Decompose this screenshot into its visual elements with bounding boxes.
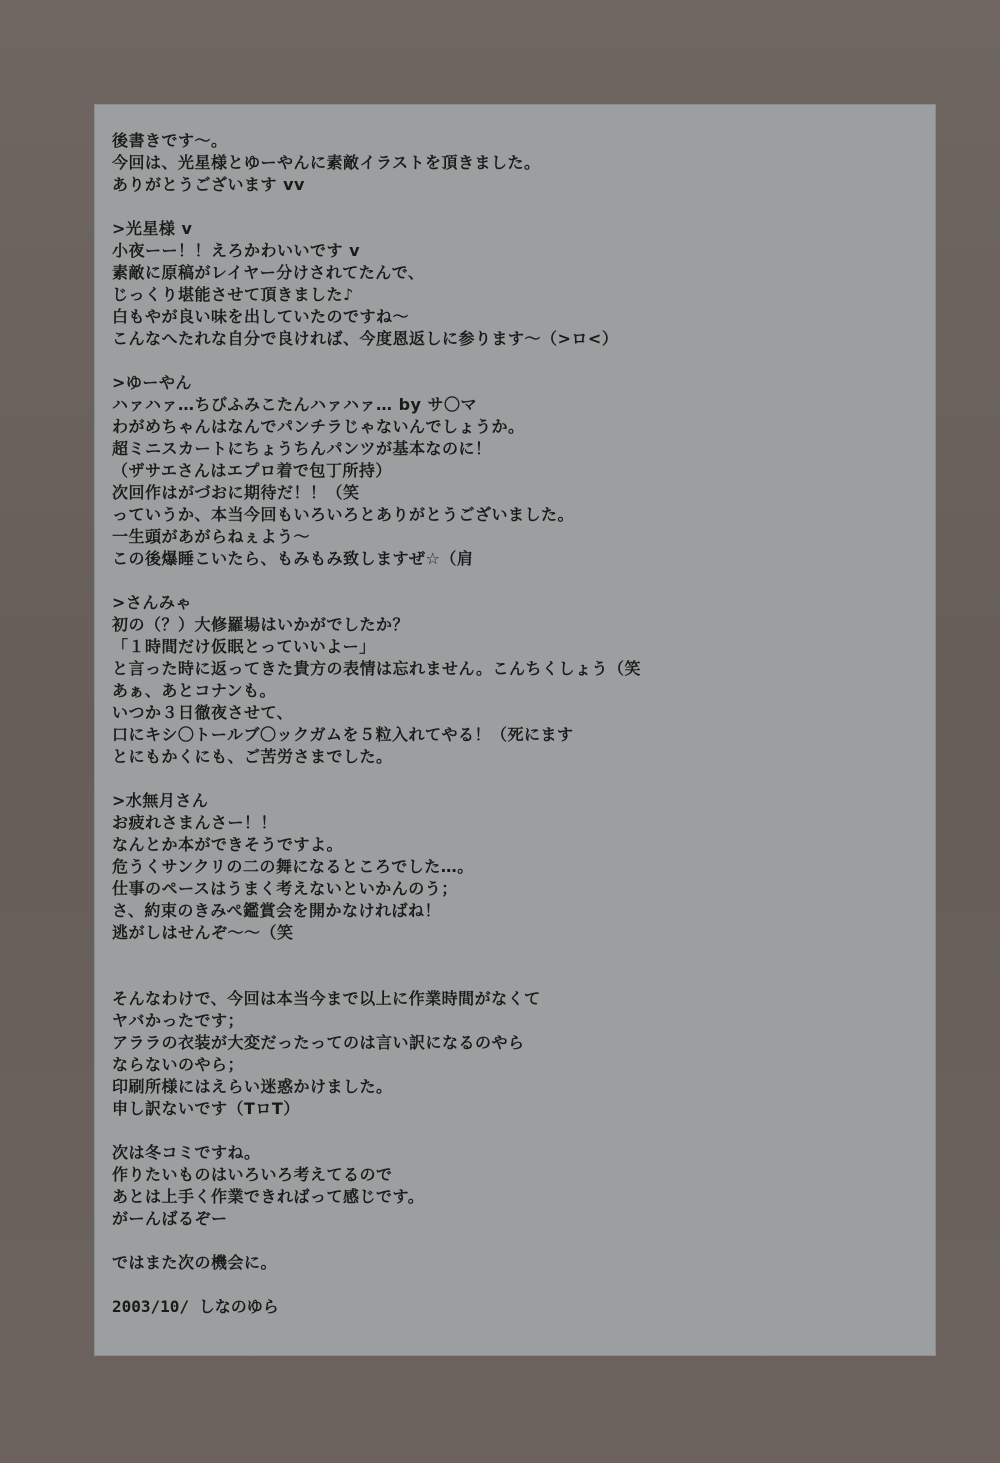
next-event-paragraph — [112, 1142, 912, 1230]
text-line: 次は冬コミですね。 — [112, 1143, 261, 1162]
afterword-panel — [94, 104, 936, 1356]
sanmiya-message — [112, 592, 912, 768]
text-line: 危うくサンクリの二の舞になるところでした…。 — [112, 857, 474, 876]
text-line: 「１時間だけ仮眠とっていいよー」 — [112, 637, 376, 656]
text-line: 口にキシ〇トールブ〇ックガムを５粒入れてやる！（死にます — [112, 725, 574, 744]
text-line: あぁ、あとコナンも。 — [112, 681, 277, 700]
text-line: 小夜ーー！！えろかわいいです v — [112, 241, 361, 260]
text-line: （ザサエさんはエプロ着で包丁所持） — [112, 461, 392, 480]
text-line: 逃がしはせんぞ～～（笑 — [112, 923, 294, 942]
paragraph-gap — [112, 1274, 912, 1296]
paragraph-gap — [112, 768, 912, 790]
paragraph-gap — [112, 944, 912, 988]
section-heading: >光星様 v — [112, 219, 193, 238]
text-line: さ、約束のきみぺ鑑賞会を開かなければね！ — [112, 901, 442, 920]
text-line: がーんばるぞー — [112, 1209, 228, 1228]
text-line: 申し訳ないです（TロT） — [112, 1099, 300, 1118]
text-line: 今回は、光星様とゆーやんに素敵イラストを頂きました。 — [112, 153, 541, 172]
text-line: ハァハァ…ちびふみこたんハァハァ… by サ〇マ — [112, 395, 478, 414]
section-heading: >さんみゃ — [112, 593, 192, 612]
text-line: 仕事のペースはうまく考えないといかんのう； — [112, 879, 458, 898]
text-line: 次回作はがづおに期待だ！！（笑 — [112, 483, 360, 502]
text-line: 初の（？）大修羅場はいかがでしたか？ — [112, 615, 410, 634]
text-line: この後爆睡こいたら、もみもみ致しますぜ☆（肩 — [112, 549, 474, 568]
text-line: そんなわけで、今回は本当今まで以上に作業時間がなくて — [112, 989, 541, 1008]
text-line: ヤバかったです； — [112, 1011, 245, 1030]
kousei-message — [112, 218, 912, 350]
text-line: いつか３日徹夜させて、 — [112, 703, 294, 722]
text-line: 印刷所様にはえらい迷惑かけました。 — [112, 1077, 393, 1096]
text-line: とにもかくにも、ご苦労さまでした。 — [112, 747, 393, 766]
text-line: 一生頭があがらねぇよう～ — [112, 527, 311, 546]
author-signature: 2003/10/ しなのゆら — [112, 1297, 279, 1316]
paragraph-gap — [112, 1230, 912, 1252]
afterword-text — [112, 130, 912, 1318]
text-line: っていうか、本当今回もいろいろとありがとうございました。 — [112, 505, 575, 524]
text-line: と言った時に返ってきた貴方の表情は忘れません。こんちくしょう（笑 — [112, 659, 641, 678]
text-line: ありがとうございます vv — [112, 175, 305, 194]
text-line: なんとか本ができそうですよ。 — [112, 835, 344, 854]
text-line: 超ミニスカートにちょうちんパンツが基本なのに！ — [112, 439, 492, 458]
farewell-line: ではまた次の機会に。 — [112, 1253, 278, 1272]
minazuki-message — [112, 790, 912, 944]
section-heading: >水無月さん — [112, 791, 209, 810]
text-line: アララの衣装が大変だったってのは言い訳になるのやら — [112, 1033, 525, 1052]
text-line: ならないのやら； — [112, 1055, 245, 1074]
paragraph-gap — [112, 350, 912, 372]
text-line: 素敵に原稿がレイヤー分けされてたんで、 — [112, 263, 425, 282]
paragraph-gap — [112, 570, 912, 592]
text-line: こんなへたれな自分で良ければ、今度恩返しに参ります～（>ロ<） — [112, 329, 619, 348]
intro-paragraph — [112, 130, 912, 196]
text-line: わがめちゃんはなんでパンチラじゃないんでしょうか。 — [112, 417, 525, 436]
text-line: 作りたいものはいろいろ考えてるので — [112, 1165, 393, 1184]
closing-paragraph — [112, 988, 912, 1120]
text-line: 白もやが良い味を出していたのですね～ — [112, 307, 410, 326]
text-line: お疲れさまんさー！！ — [112, 813, 278, 832]
paragraph-gap — [112, 196, 912, 218]
text-line: 後書きです～。 — [112, 131, 228, 150]
yuuyan-message — [112, 372, 912, 570]
text-line: あとは上手く作業できればって感じです。 — [112, 1187, 425, 1206]
paragraph-gap — [112, 1120, 912, 1142]
section-heading: >ゆーやん — [112, 373, 192, 392]
text-line: じっくり堪能させて頂きました♪ — [112, 285, 354, 304]
